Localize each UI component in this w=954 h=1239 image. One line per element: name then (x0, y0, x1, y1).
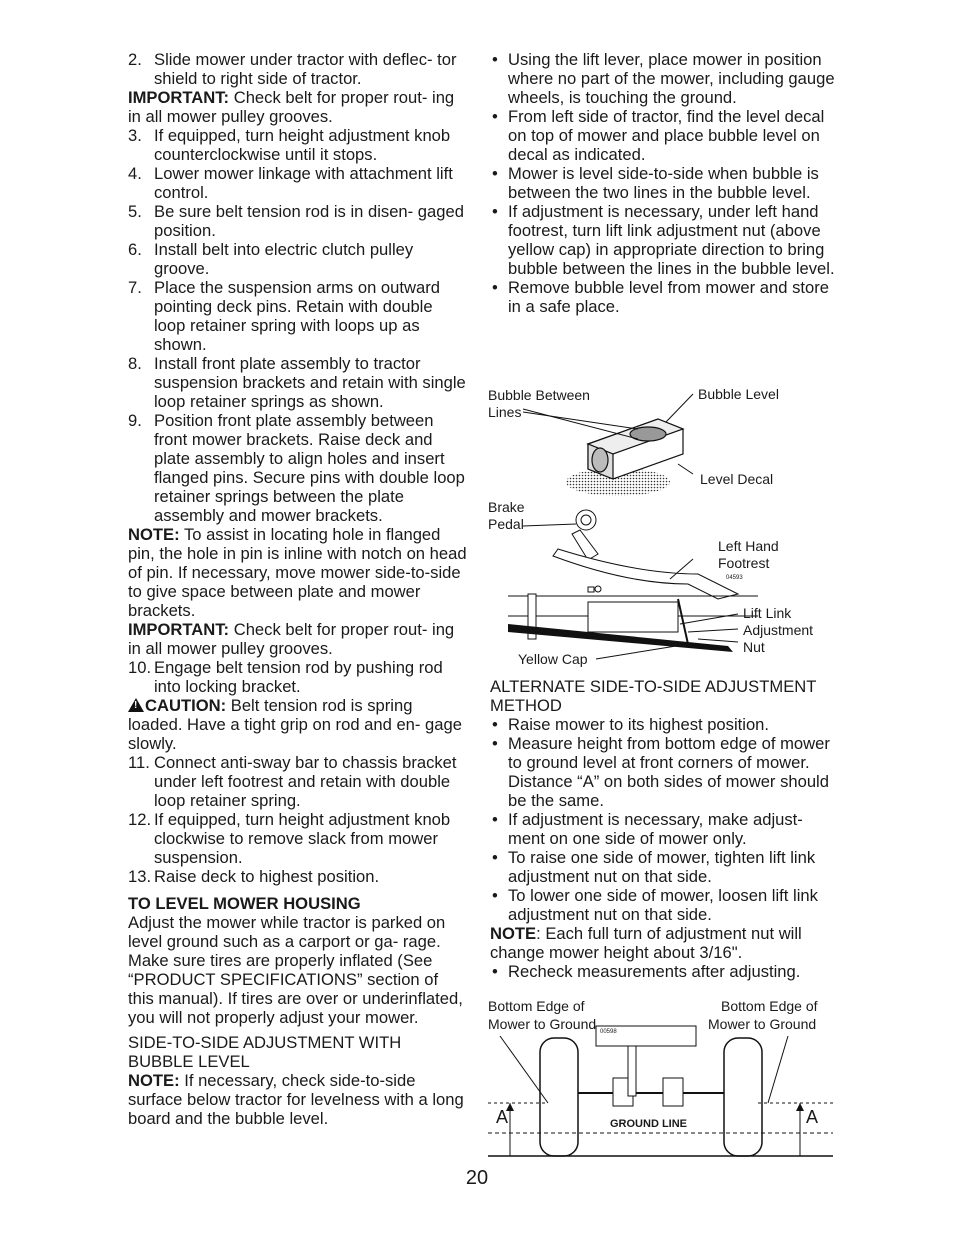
level-mower-text: Adjust the mower while tractor is parked on level ground such as a carport or ga- rage. Make sure tires are properly inflated (See “PRODUCT SPECIFICATIONS” section of this manual). If tires are over or underinflated, you will not properly adjust your mower. (128, 913, 463, 1027)
label-mower-to-ground-right: Mower to Ground (708, 1016, 817, 1032)
caution-note: !CAUTION: Belt tension rod is spring loaded. Have a tight grip on rod and en- gage slowly. (128, 696, 468, 753)
part-code: 00598 (600, 1029, 617, 1035)
step-8: 8. Install front plate assembly to tractor suspension brackets and retain with single loop retainer springs as shown. (128, 354, 466, 411)
label-yellow-cap: Yellow Cap (518, 651, 588, 667)
label-pedal: Pedal (488, 516, 524, 532)
label-bubble-between: Bubble Between (488, 387, 590, 403)
level-mower-heading: TO LEVEL MOWER HOUSING (128, 894, 361, 913)
bullet-item: • Remove bubble level from mower and store in a safe place. (492, 278, 829, 316)
label-bottom-edge-right: Bottom Edge of (721, 998, 818, 1014)
label-lift-link: Lift Link (743, 605, 792, 621)
note-2: NOTE: If necessary, check side-to-side surface below tractor for levelness with a long board and the bubble level. (128, 1071, 464, 1128)
step-4: 4. Lower mower linkage with attachment lift control. (128, 164, 453, 202)
label-nut: Nut (743, 639, 765, 655)
note-1: NOTE: To assist in locating hole in flanged pin, the hole in pin is inline with notch on head of pin. If necessary, move mower side-to-side to give space between plate and mower brackets. (128, 525, 467, 620)
part-code: 04593 (726, 575, 743, 581)
label-ground-line: GROUND LINE (610, 1118, 687, 1130)
page-number: 20 (465, 1167, 489, 1189)
label-bubble-level: Bubble Level (698, 386, 779, 402)
step-6: 6. Install belt into electric clutch pulley groove. (128, 240, 414, 278)
step-9: 9. Position front plate assembly between front mower brackets. Raise deck and plate assembly to align holes and insert flanged pins. Secure pins with double loop retainer springs between the plate assembly and mower brackets. (128, 411, 465, 525)
label-bottom-edge-left: Bottom Edge of (488, 998, 585, 1014)
right-column-top (490, 50, 835, 316)
bullet-item: • Recheck measurements after adjusting. (492, 962, 801, 981)
label-a-right: A (806, 1107, 819, 1127)
bullet-item: • Mower is level side-to-side when bubble is between the two lines in the bubble level. (492, 164, 819, 202)
label-lines: Lines (488, 404, 522, 420)
bullet-item: • From left side of tractor, find the level decal on top of mower and place bubble level on decal as indicated. (492, 107, 825, 164)
label-left-hand: Left Hand (718, 538, 779, 554)
bullet-item: • Measure height from bottom edge of mower to ground level at front corners of mower. Distance “A” on both sides of mower should be the same. (492, 734, 830, 810)
bullet-item: • To raise one side of mower, tighten lift link adjustment nut on that side. (492, 848, 816, 886)
step-13: 13. Raise deck to highest position. (128, 867, 380, 886)
bullet-item: • If adjustment is necessary, make adjust- ment on one side of mower only. (492, 810, 803, 848)
bullet-item: • Using the lift lever, place mower in position where no part of the mower, including gauge wheels, is touching the ground. (492, 50, 835, 107)
important-note-1: IMPORTANT: Check belt for proper rout- ing in all mower pulley grooves. (128, 88, 455, 126)
step-10: 10. Engage belt tension rod by pushing rod into locking bracket. (128, 658, 443, 696)
important-note-2: IMPORTANT: Check belt for proper rout- ing in all mower pulley grooves. (128, 620, 455, 658)
label-footrest: Footrest (718, 555, 770, 571)
label-mower-to-ground-left: Mower to Ground (488, 1016, 597, 1032)
label-a-left: A (496, 1107, 509, 1127)
right-column-middle (490, 677, 835, 981)
step-3: 3. If equipped, turn height adjustment knob counterclockwise until it stops. (128, 126, 451, 164)
alternate-method-heading: ALTERNATE SIDE-TO-SIDE ADJUSTMENT METHOD (490, 677, 817, 715)
bullet-item: • To lower one side of mower, loosen lift link adjustment nut on that side. (492, 886, 818, 924)
bullet-item: • If adjustment is necessary, under left hand footrest, turn lift link adjustment nut (above yellow cap) in appropriate direction to bring bubble between the lines in the bubble level. (492, 202, 835, 278)
side-to-side-heading: SIDE-TO-SIDE ADJUSTMENT WITH BUBBLE LEVEL (128, 1033, 402, 1071)
ground-line-figure (488, 998, 833, 1166)
step-7: 7. Place the suspension arms on outward pointing deck pins. Retain with double loop retainer spring with loops up as shown. (128, 278, 440, 354)
step-12: 12. If equipped, turn height adjustment knob clockwise to remove slack from mower suspension. (128, 810, 451, 867)
warning-icon (128, 698, 144, 712)
step-11: 11. Connect anti-sway bar to chassis bracket under left footrest and retain with double loop retainer spring. (128, 753, 457, 810)
step-2: 2. Slide mower under tractor with deflec- tor shield to right side of tractor. (128, 50, 457, 88)
note-3: NOTE: Each full turn of adjustment nut will change mower height about 3/16". (490, 924, 802, 962)
bullet-item: • Raise mower to its highest position. (492, 715, 770, 734)
label-brake: Brake (488, 499, 525, 515)
left-column (128, 50, 468, 1128)
label-level-decal: Level Decal (700, 471, 774, 487)
step-5: 5. Be sure belt tension rod is in disen- gaged position. (128, 202, 464, 240)
bubble-level-figure (488, 384, 833, 674)
label-adjustment: Adjustment (743, 622, 814, 638)
